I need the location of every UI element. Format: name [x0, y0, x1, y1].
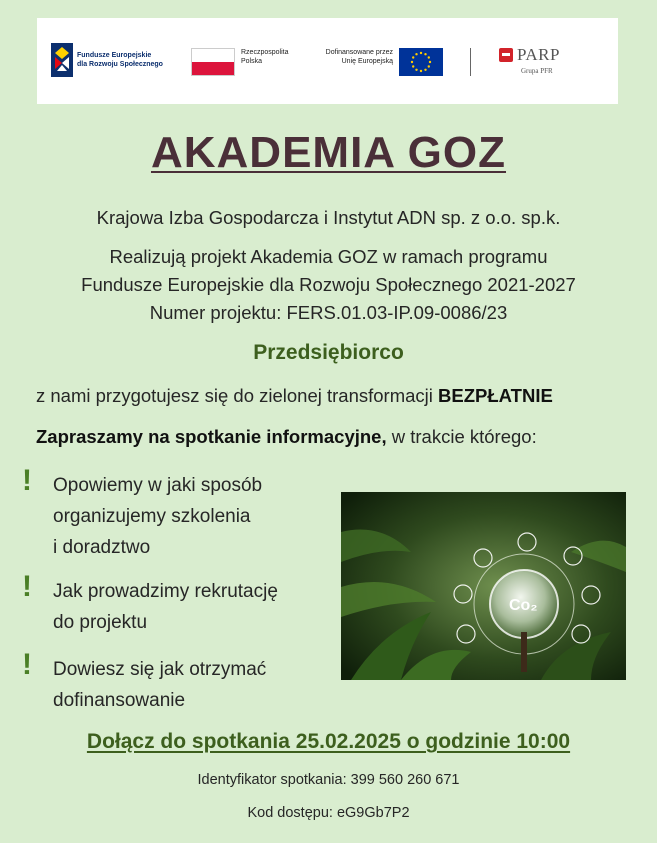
- project-number: Numer projektu: FERS.01.03-IP.09-0086/23: [149, 302, 508, 323]
- eu-flag-icon: [399, 48, 443, 76]
- eu-star-icon: [429, 61, 431, 63]
- transform-text: z nami przygotujesz się do zielonej transformacji: [36, 385, 439, 406]
- meeting-id: Identyfikator spotkania: 399 560 260 671: [197, 772, 460, 788]
- green-co2-photo: [341, 492, 626, 680]
- rp-text-line-1: Rzeczpospolita: [241, 49, 289, 56]
- eu-star-icon: [428, 56, 430, 58]
- eu-star-icon: [412, 65, 414, 67]
- invite-bold-text: Zapraszamy na spotkanie informacyjne,: [36, 426, 387, 447]
- fe-text-line-1: Fundusze Europejskie: [77, 52, 152, 59]
- organizers-text: Krajowa Izba Gospodarcza i Instytut ADN sp. z o.o. sp.k.: [96, 207, 561, 228]
- bullet-1-line-3: i doradztwo: [53, 537, 151, 558]
- bullet-1-line-2: organizujemy szkolenia: [53, 506, 251, 527]
- page-title: AKADEMIA GOZ: [150, 128, 507, 177]
- bullet-1-line-1: Opowiemy w jaki sposób: [53, 475, 263, 496]
- bullet-2-line-2: do projektu: [53, 612, 148, 633]
- fe-text-line-2: dla Rozwoju Społecznego: [77, 61, 163, 68]
- parp-mark-icon: [499, 48, 513, 62]
- rp-text-line-2: Polska: [241, 58, 263, 65]
- ue-text-line-2: Unię Europejską: [341, 58, 393, 65]
- polish-flag-icon: [191, 48, 235, 76]
- parp-group: Grupa PFR: [521, 67, 553, 75]
- exclamation-icon: !: [22, 464, 32, 497]
- project-line-2: Fundusze Europejskie dla Rozwoju Społecznego 2021-2027: [81, 274, 576, 295]
- eu-star-icon: [415, 53, 417, 55]
- invite-text: w trakcie którego:: [386, 426, 537, 447]
- logo-bar: [37, 18, 618, 104]
- project-info: [0, 243, 657, 327]
- co2-label: Co₂: [509, 597, 538, 614]
- greeting-heading: Przedsiębiorco: [253, 341, 404, 364]
- rp-logo: [191, 48, 311, 76]
- transform-line: [36, 385, 553, 407]
- project-line-1: Realizują projekt Akademia GOZ w ramach programu: [109, 246, 548, 267]
- eu-star-icon: [428, 65, 430, 67]
- access-code: Kod dostępu: eG9Gb7P2: [247, 805, 410, 821]
- ue-logo: [313, 48, 443, 76]
- fe-star-icon: [51, 43, 73, 77]
- parp-logo: [499, 45, 579, 75]
- eu-star-icon: [411, 61, 413, 63]
- eu-star-icon: [420, 52, 422, 54]
- free-badge-text: BEZPŁATNIE: [438, 385, 553, 406]
- logo-divider: [470, 48, 471, 76]
- eu-star-icon: [412, 56, 414, 58]
- eu-star-icon: [424, 69, 426, 71]
- parp-name: PARP: [517, 45, 560, 64]
- eu-star-icon: [415, 69, 417, 71]
- bullet-3-line-1: Dowiesz się jak otrzymać: [53, 659, 267, 680]
- eu-star-icon: [420, 70, 422, 72]
- invite-line: [36, 426, 537, 448]
- bullet-2-line-1: Jak prowadzimy rekrutację: [53, 581, 278, 602]
- fe-logo: [51, 43, 187, 77]
- bullet-3-line-2: dofinansowanie: [53, 690, 186, 711]
- ue-text-line-1: Dofinansowane przez: [325, 49, 393, 56]
- exclamation-icon: !: [22, 648, 32, 681]
- eu-star-icon: [424, 53, 426, 55]
- exclamation-icon: !: [22, 570, 32, 603]
- join-meeting-text: Dołącz do spotkania 25.02.2025 o godzinie 10:00: [86, 730, 571, 753]
